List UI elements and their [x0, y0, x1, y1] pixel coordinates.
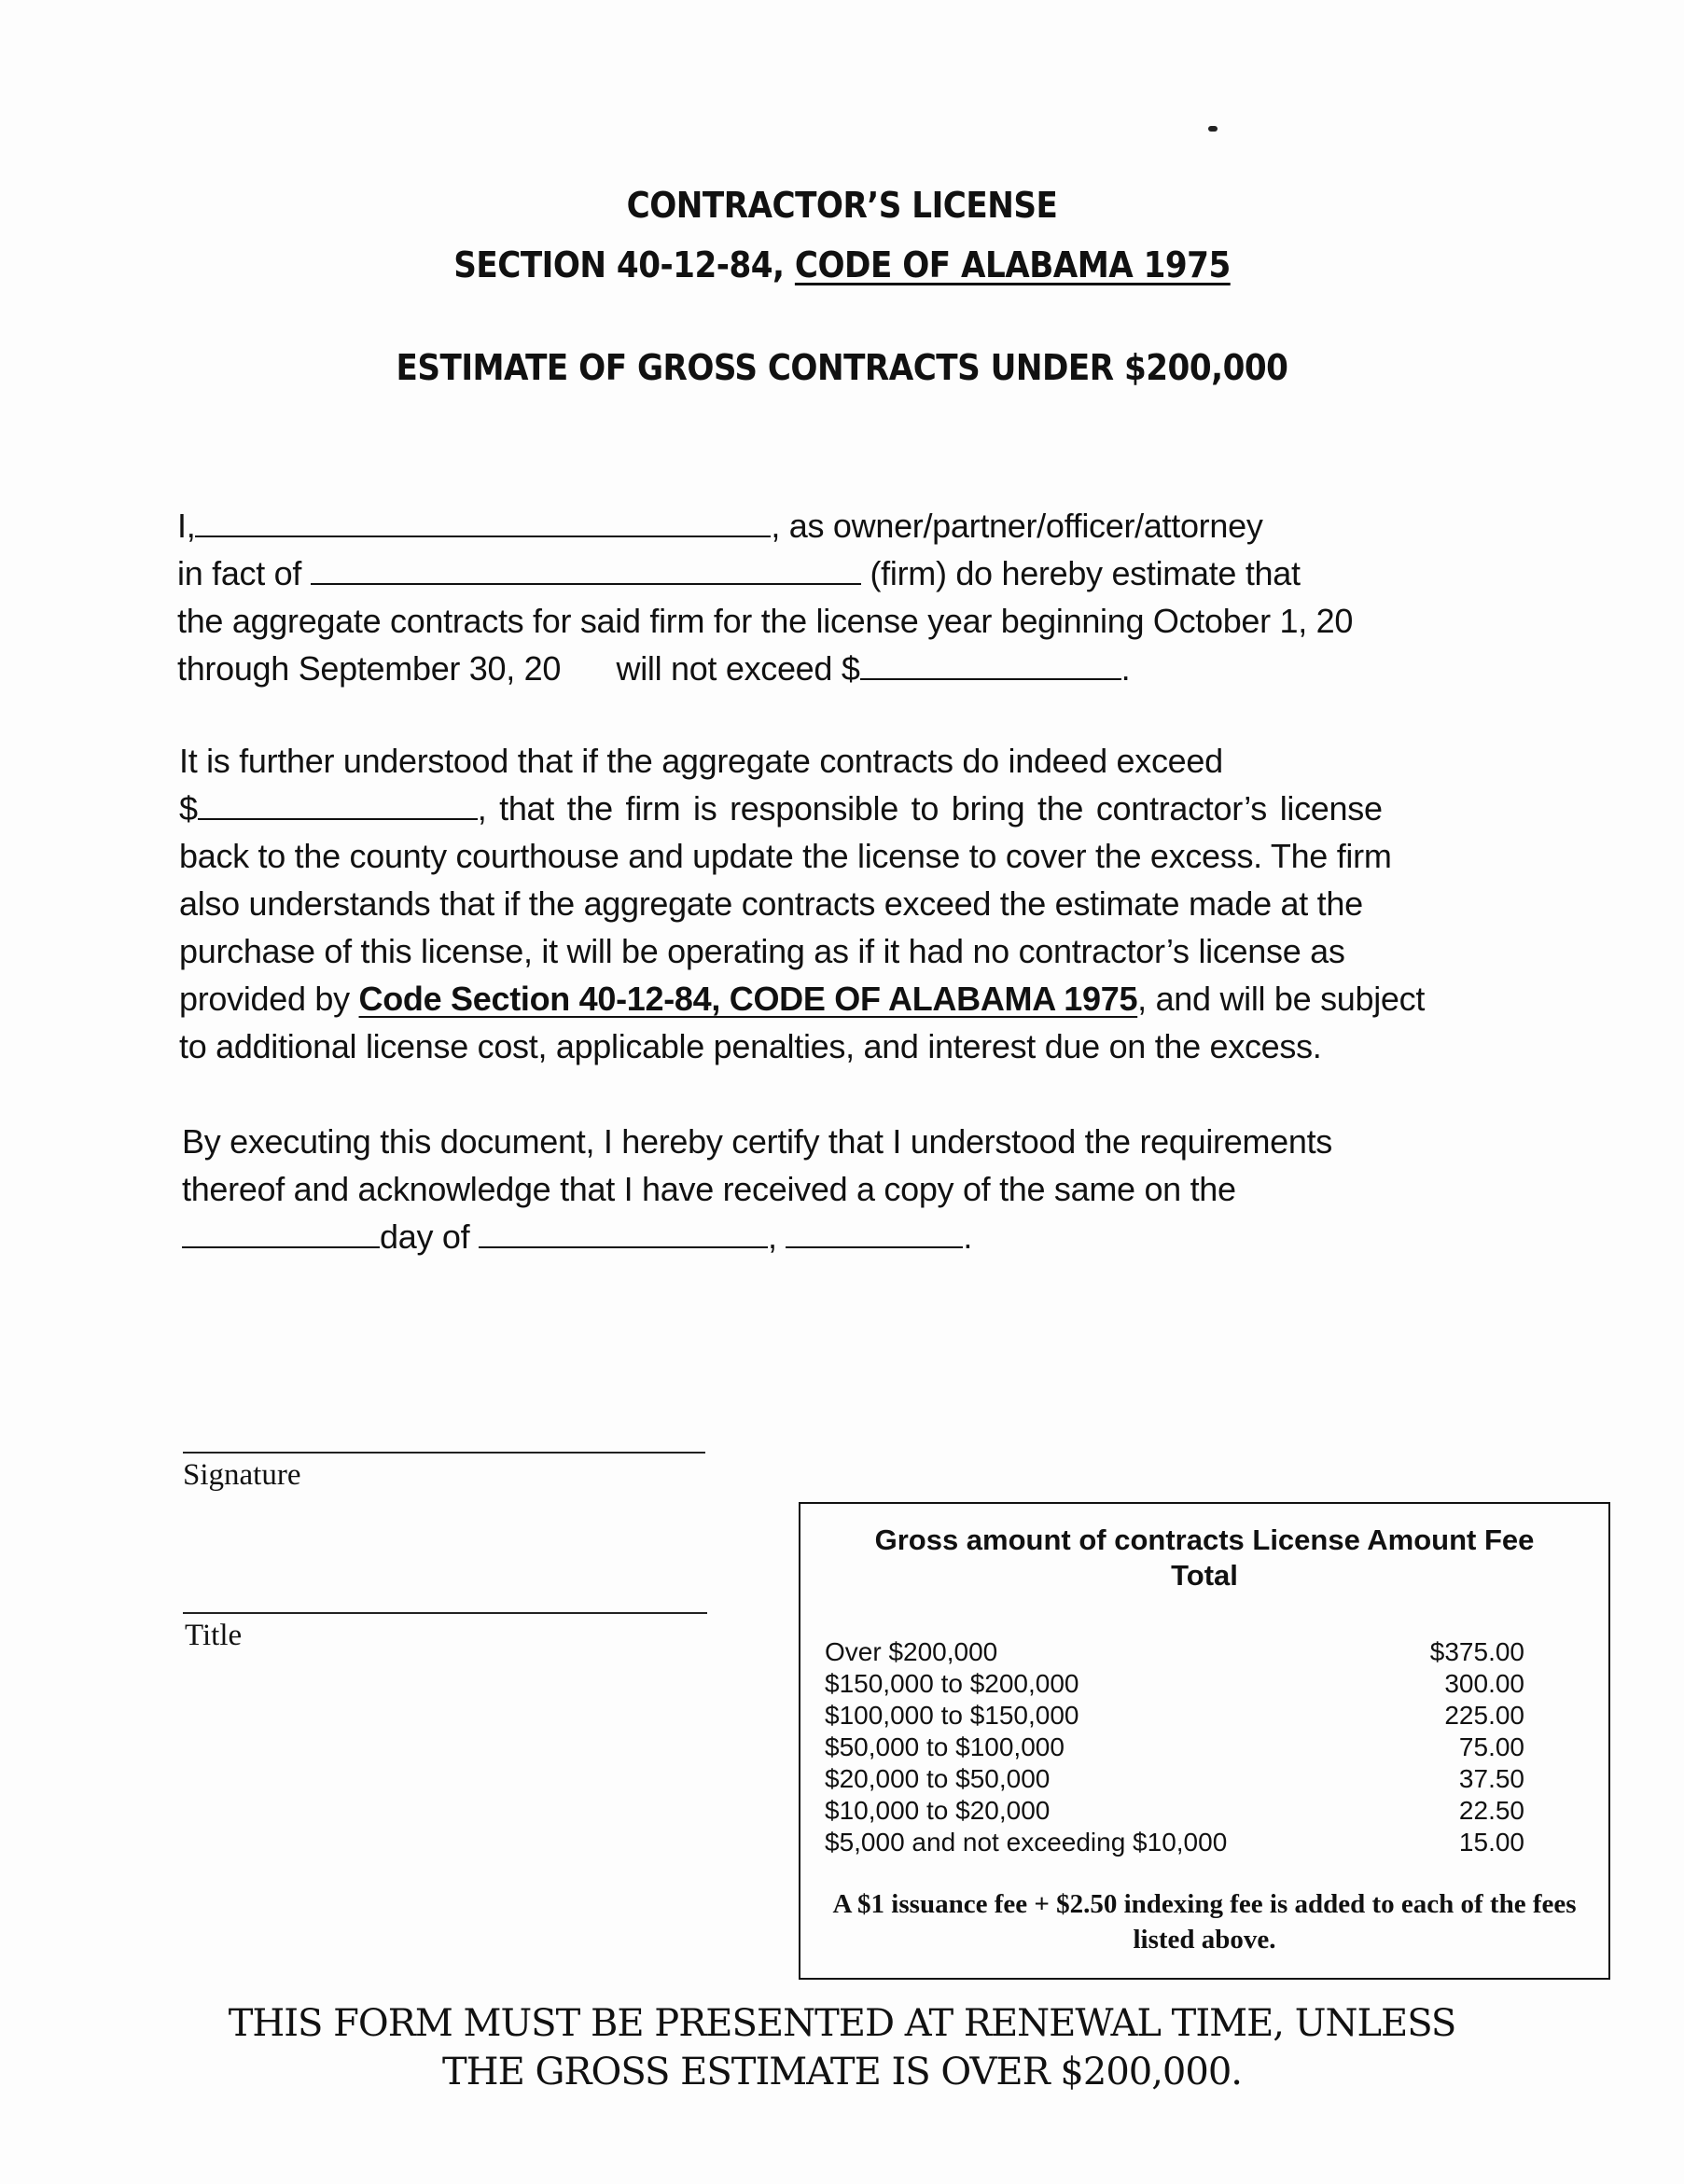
firm-field[interactable]	[311, 551, 861, 585]
statute-reference	[0, 244, 1684, 285]
renewal-notice	[0, 1999, 1684, 2096]
fee-range: $5,000 and not exceeding $10,000	[825, 1828, 1228, 1857]
statute-code: CODE OF ALABAMA 1975	[794, 244, 1231, 285]
label-i: I,	[177, 507, 196, 545]
period: .	[963, 1217, 973, 1256]
excess-line-1: It is further understood that if the aggregate contracts do indeed exceed	[179, 742, 1223, 780]
comma: ,	[767, 1217, 777, 1256]
title-field[interactable]	[183, 1612, 707, 1614]
in-fact-of-label: in fact of	[177, 554, 302, 592]
fee-row	[825, 1795, 1524, 1827]
signature-field[interactable]	[183, 1452, 705, 1454]
estimate-line-1	[177, 502, 1353, 549]
excess-line-4: also understands that if the aggregate contracts exceed the estimate made at the	[179, 884, 1363, 923]
excess-line-3: back to the county courthouse and update the license to cover the excess. The firm	[179, 837, 1392, 875]
fee-amount: 225.00	[1444, 1701, 1524, 1730]
estimate-line-4	[177, 645, 1353, 692]
period: .	[1120, 649, 1131, 688]
fee-range: $150,000 to $200,000	[825, 1669, 1079, 1698]
fee-row	[825, 1763, 1524, 1795]
fee-range: $100,000 to $150,000	[825, 1701, 1079, 1730]
fee-amount: 75.00	[1458, 1732, 1524, 1761]
name-field[interactable]	[195, 504, 771, 537]
subject-text: , and will be subject	[1137, 980, 1426, 1018]
estimate-paragraph	[177, 502, 1353, 692]
cert-line-2: thereof and acknowledge that I have received a copy of the same on the	[182, 1170, 1236, 1208]
certification-paragraph	[182, 1118, 1332, 1260]
title-label: Title	[185, 1619, 243, 1652]
responsibility-text: , that the firm is responsible to bring the contractor’s license	[477, 789, 1383, 828]
estimate-line-3: the aggregate contracts for said firm for the license year beginning October 1, 20	[177, 602, 1354, 640]
estimate-line-2	[177, 549, 1353, 597]
dollar-sign: $	[179, 789, 198, 828]
month-field[interactable]	[479, 1215, 768, 1248]
fee-schedule-rows	[825, 1636, 1524, 1858]
excess-line-5: purchase of this license, it will be operating as if it had no contractor’s license as	[179, 932, 1345, 970]
excess-line-6	[179, 975, 1425, 1022]
through-date-label: through September 30, 20	[177, 649, 562, 688]
fee-row	[825, 1700, 1524, 1732]
fee-schedule-header: Gross amount of contracts License Amount Fee Total	[874, 1523, 1535, 1592]
provided-by-text: provided by	[179, 980, 359, 1018]
fee-amount: 22.50	[1458, 1796, 1524, 1825]
excess-paragraph	[179, 737, 1425, 1070]
cert-line-1: By executing this document, I hereby certify that I understood the requirements	[182, 1122, 1332, 1161]
excess-line-2	[179, 785, 1425, 832]
statute-section: SECTION 40-12-84,	[453, 244, 795, 285]
code-section-reference: Code Section 40-12-84, CODE OF ALABAMA 1975	[358, 980, 1138, 1018]
fee-range: $20,000 to $50,000	[825, 1764, 1051, 1793]
estimate-amount-field[interactable]	[860, 647, 1121, 680]
firm-label: (firm) do hereby estimate that	[870, 554, 1301, 592]
fee-amount: 300.00	[1444, 1669, 1524, 1698]
fee-schedule-box	[799, 1502, 1610, 1980]
document-title: CONTRACTOR’S LICENSE	[626, 185, 1058, 226]
fee-schedule-note: A $1 issuance fee + $2.50 indexing fee is added to each of the fees listed above.	[832, 1889, 1577, 1954]
fee-amount: 37.50	[1458, 1764, 1524, 1793]
fee-amount: 15.00	[1458, 1828, 1524, 1857]
year-field[interactable]	[786, 1215, 963, 1248]
fee-row	[825, 1827, 1524, 1858]
day-field[interactable]	[182, 1215, 380, 1248]
document-subtitle: ESTIMATE OF GROSS CONTRACTS UNDER $200,000	[396, 347, 1288, 388]
fee-range: $50,000 to $100,000	[825, 1732, 1065, 1761]
exceed-amount-field[interactable]	[198, 786, 478, 820]
fee-row	[825, 1732, 1524, 1763]
fee-amount: $375.00	[1429, 1637, 1524, 1666]
fee-row	[825, 1668, 1524, 1700]
not-exceed-label: will not exceed $	[616, 649, 860, 688]
role-label: , as owner/partner/officer/attorney	[771, 507, 1263, 545]
fee-range: $10,000 to $20,000	[825, 1796, 1051, 1825]
cert-line-3	[182, 1213, 1332, 1260]
fee-row	[825, 1636, 1524, 1668]
day-of-label: day of	[380, 1217, 470, 1256]
scan-speck	[1208, 126, 1218, 132]
signature-label: Signature	[183, 1458, 301, 1492]
renewal-notice-line-2: THE GROSS ESTIMATE IS OVER $200,000.	[442, 2051, 1242, 2094]
renewal-notice-line-1: THIS FORM MUST BE PRESENTED AT RENEWAL TIME, UNLESS	[228, 2002, 1456, 2045]
excess-line-7: to additional license cost, applicable penalties, and interest due on the excess.	[179, 1027, 1322, 1065]
fee-range: Over $200,000	[825, 1637, 998, 1666]
